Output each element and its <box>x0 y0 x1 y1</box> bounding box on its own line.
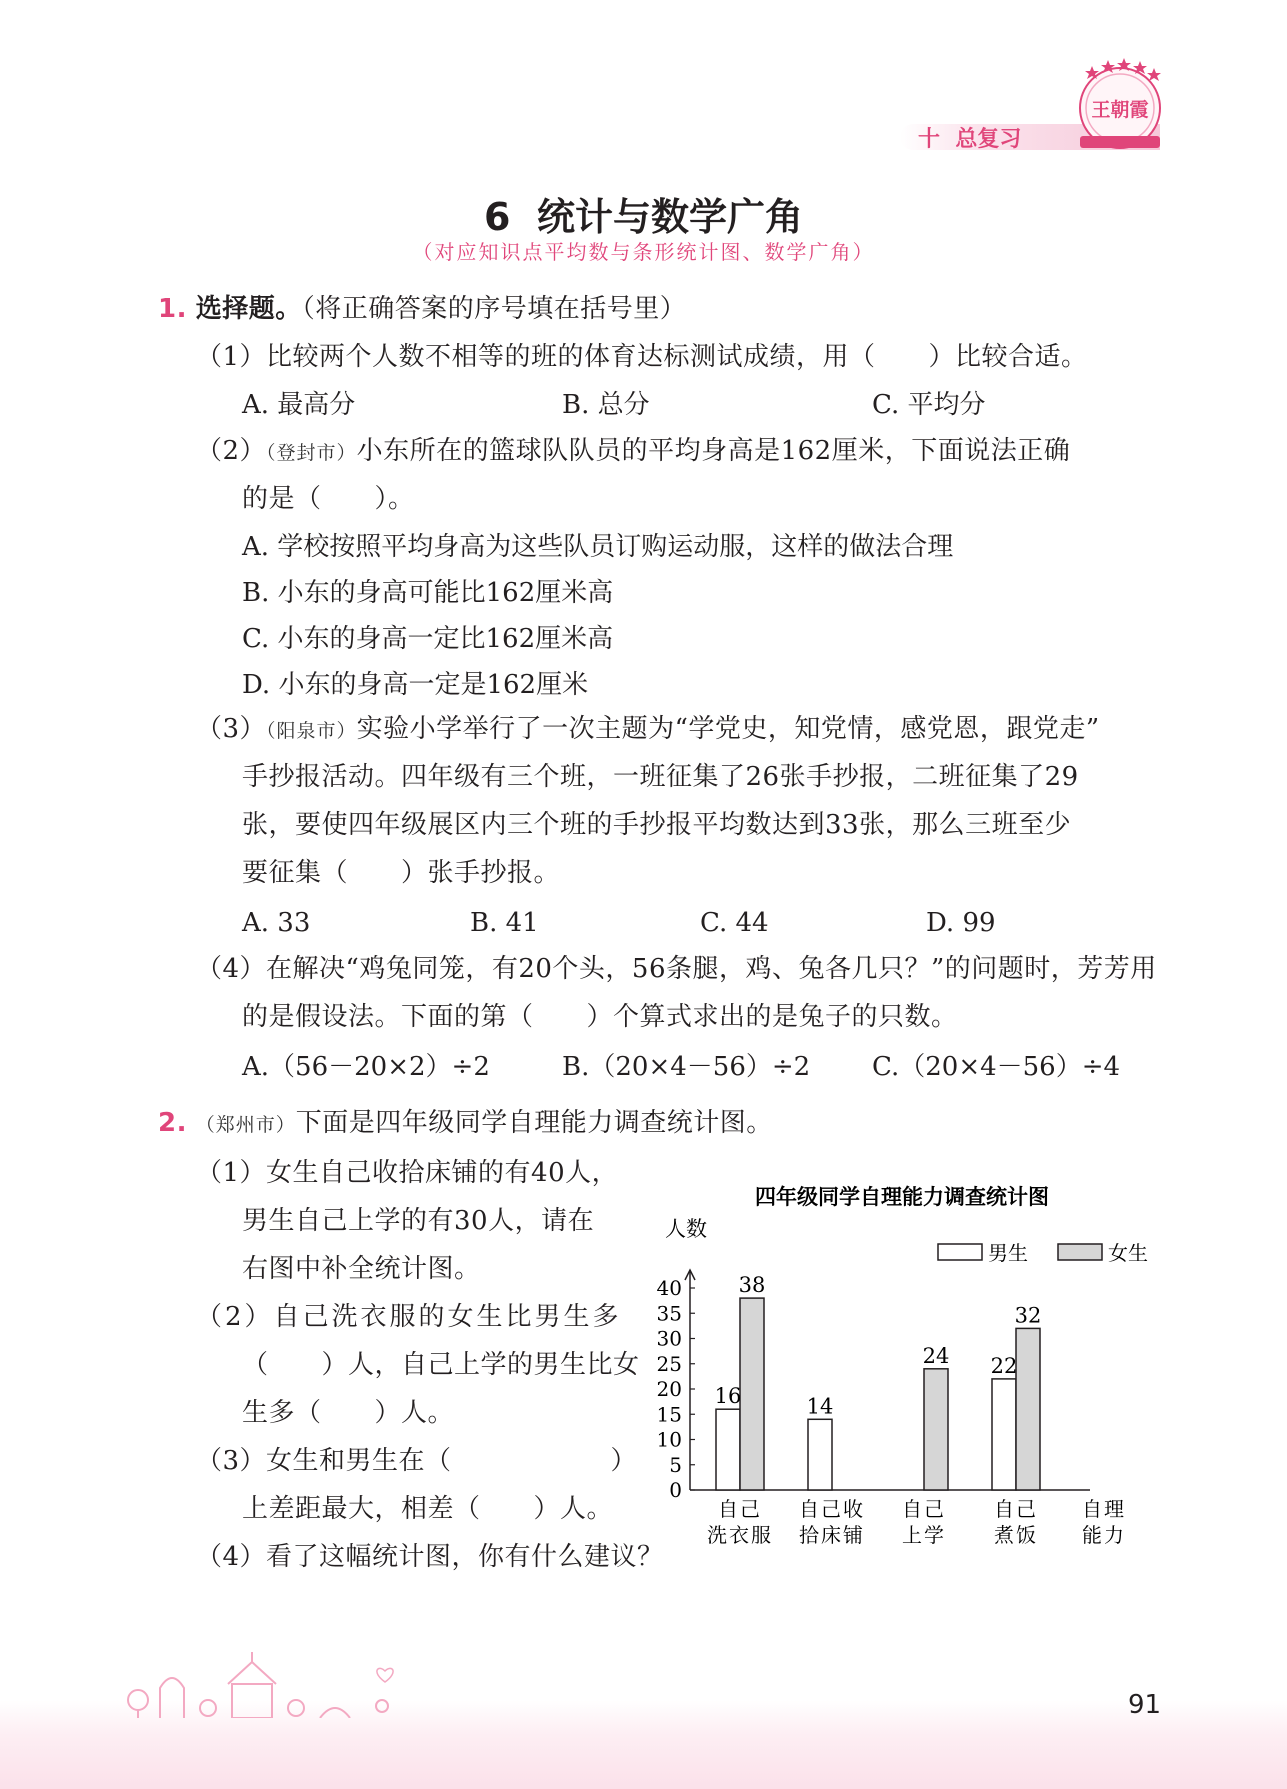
q1-p3-source: （阳泉市） <box>266 720 357 742</box>
q2-part2-line1: （2）自己洗衣服的女生比男生多 <box>196 1302 622 1332</box>
y-tick-label: 15 <box>656 1402 682 1427</box>
page-number: 91 <box>1128 1690 1162 1720</box>
y-tick-label: 25 <box>656 1351 682 1376</box>
q1-p3-prefix: （3） <box>196 714 267 744</box>
q1-p2-stem-text: 小东所在的篮球队队员的平均身高是162厘米，下面说法正确 <box>356 436 1071 466</box>
x-axis-label: 能力 <box>1082 1523 1126 1547</box>
logo-text: 王朝霞 <box>1091 99 1149 121</box>
q1-p4-stem-2: 的是假设法。下面的第（ ）个算式求出的是兔子的只数。 <box>242 1002 958 1032</box>
page-title: 6 统计与数学广角 <box>484 195 803 239</box>
q1-p3-stem-text: 实验小学举行了一次主题为“学党史，知党情，感党恩，跟党走” <box>356 714 1100 744</box>
y-tick-label: 20 <box>656 1377 682 1401</box>
y-tick-label: 30 <box>656 1326 682 1351</box>
legend-swatch-boys <box>938 1244 982 1260</box>
bar-value-label: 38 <box>738 1273 766 1298</box>
bar-boys <box>808 1419 832 1490</box>
y-tick-label: 35 <box>656 1301 682 1326</box>
x-category-label: 自己 <box>902 1497 946 1521</box>
footer-heart-decoration <box>374 1666 396 1684</box>
q1-p1-option-a: A. 最高分 <box>242 390 356 420</box>
q2-part2-line2: （ ）人，自己上学的男生比女 <box>242 1350 640 1380</box>
bar-value-label: 16 <box>714 1384 742 1409</box>
chart-svg <box>640 1180 1150 1590</box>
y-tick-label: 0 <box>669 1478 682 1502</box>
bar-girls <box>740 1298 764 1490</box>
q1-p1-stem: （1）比较两个人数不相等的班的体育达标测试成绩，用（ ）比较合适。 <box>196 342 1088 372</box>
logo-badge-icon <box>1072 52 1168 156</box>
q1-p2-stem-1 <box>196 434 1070 470</box>
chart-title: 四年级同学自理能力调查统计图 <box>755 1185 1049 1209</box>
header <box>0 0 1287 160</box>
q2-stem: 下面是四年级同学自理能力调查统计图。 <box>295 1108 773 1138</box>
x-category-label: 煮饭 <box>994 1523 1038 1547</box>
q2-number: 2. <box>158 1108 187 1138</box>
q2-source: （郑州市） <box>195 1114 296 1136</box>
q1-p3-option-d: D. 99 <box>926 908 996 938</box>
bar-girls <box>924 1369 948 1490</box>
heart-icon <box>374 1666 396 1684</box>
x-category-label: 上学 <box>902 1523 946 1547</box>
x-category-label: 洗衣服 <box>707 1523 773 1547</box>
q1-p2-option-c: C. 小东的身高一定比162厘米高 <box>242 624 614 654</box>
q2-part4-line1: （4）看了这幅统计图，你有什么建议？ <box>196 1542 664 1572</box>
q1-p4-option-b: B.（20×4－56）÷2 <box>562 1052 811 1082</box>
page-subtitle: （对应知识点平均数与条形统计图、数学广角） <box>412 240 875 264</box>
q1-p2-option-d: D. 小东的身高一定是162厘米 <box>242 670 589 700</box>
bar-girls <box>1016 1328 1040 1490</box>
legend-label-boys: 男生 <box>988 1241 1028 1265</box>
q2-part1-line1: （1）女生自己收拾床铺的有40人， <box>196 1158 619 1188</box>
x-category-label: 自己 <box>994 1497 1038 1521</box>
q1-number: 1. <box>158 294 187 324</box>
x-category-label: 自己收 <box>799 1497 865 1521</box>
q1-p2-source: （登封市） <box>266 442 357 464</box>
legend-swatch-girls <box>1058 1244 1102 1260</box>
q1-p4-option-c: C.（20×4－56）÷4 <box>872 1052 1121 1082</box>
q2-part2-line3: 生多（ ）人。 <box>242 1398 455 1428</box>
q1-p3-stem-3: 张，要使四年级展区内三个班的手抄报平均数达到33张，那么三班至少 <box>242 810 1072 840</box>
q1-title: 选择题。 <box>195 294 302 324</box>
q2-part3-line2: 上差距最大，相差（ ）人。 <box>242 1494 614 1524</box>
q2-part3-line1: （3）女生和男生在（ ） <box>196 1446 638 1476</box>
q1-p2-option-b: B. 小东的身高可能比162厘米高 <box>242 578 614 608</box>
chart-ylabel: 人数 <box>665 1217 707 1241</box>
q1-heading <box>158 292 686 326</box>
x-category-label: 拾床铺 <box>799 1523 865 1547</box>
q1-p2-prefix: （2） <box>196 436 267 466</box>
q1-p3-option-b: B. 41 <box>470 908 539 938</box>
brand-logo <box>1072 52 1168 156</box>
y-tick-label: 40 <box>656 1276 682 1300</box>
chart-legend <box>938 1241 1148 1265</box>
x-category-label: 自己 <box>718 1497 762 1521</box>
bar-value-label: 32 <box>1014 1303 1042 1328</box>
q1-p3-stem-1 <box>196 712 1100 748</box>
y-tick-label: 10 <box>656 1427 682 1452</box>
section-title: 十 总复习 <box>918 127 1022 152</box>
q1-p3-option-a: A. 33 <box>242 908 311 938</box>
q1-p2-option-a: A. 学校按照平均身高为这些队员订购运动服，这样的做法合理 <box>242 532 954 562</box>
q1-note: （将正确答案的序号填在括号里） <box>301 294 687 324</box>
q1-p1-option-b: B. 总分 <box>562 390 650 420</box>
y-tick-label: 5 <box>669 1452 682 1477</box>
q1-p4-stem-1: （4）在解决“鸡兔同笼，有20个头，56条腿，鸡、兔各几只？”的问题时，芳芳用 <box>196 954 1157 984</box>
q1-p4-option-a: A.（56－20×2）÷2 <box>242 1052 490 1082</box>
legend-label-girls: 女生 <box>1108 1241 1148 1265</box>
q1-p3-stem-2: 手抄报活动。四年级有三个班，一班征集了26张手抄报，二班征集了29 <box>242 762 1079 792</box>
q2-part1-line3: 右图中补全统计图。 <box>242 1254 481 1284</box>
bar-value-label: 24 <box>922 1343 950 1368</box>
bar-value-label: 22 <box>990 1353 1018 1378</box>
q1-p2-stem-2: 的是（ ）。 <box>242 484 415 514</box>
bar-value-label: 14 <box>806 1394 834 1419</box>
bar-boys <box>992 1379 1016 1490</box>
q1-p1-option-c: C. 平均分 <box>872 390 986 420</box>
q1-p3-stem-4: 要征集（ ）张手抄报。 <box>242 858 561 888</box>
q2-part1-line2: 男生自己上学的有30人，请在 <box>242 1206 595 1236</box>
x-axis-label: 自理 <box>1082 1497 1126 1521</box>
bar-boys <box>716 1409 740 1490</box>
bar-chart <box>640 1180 1150 1590</box>
q1-p3-option-c: C. 44 <box>700 908 769 938</box>
q2-heading <box>158 1106 773 1142</box>
